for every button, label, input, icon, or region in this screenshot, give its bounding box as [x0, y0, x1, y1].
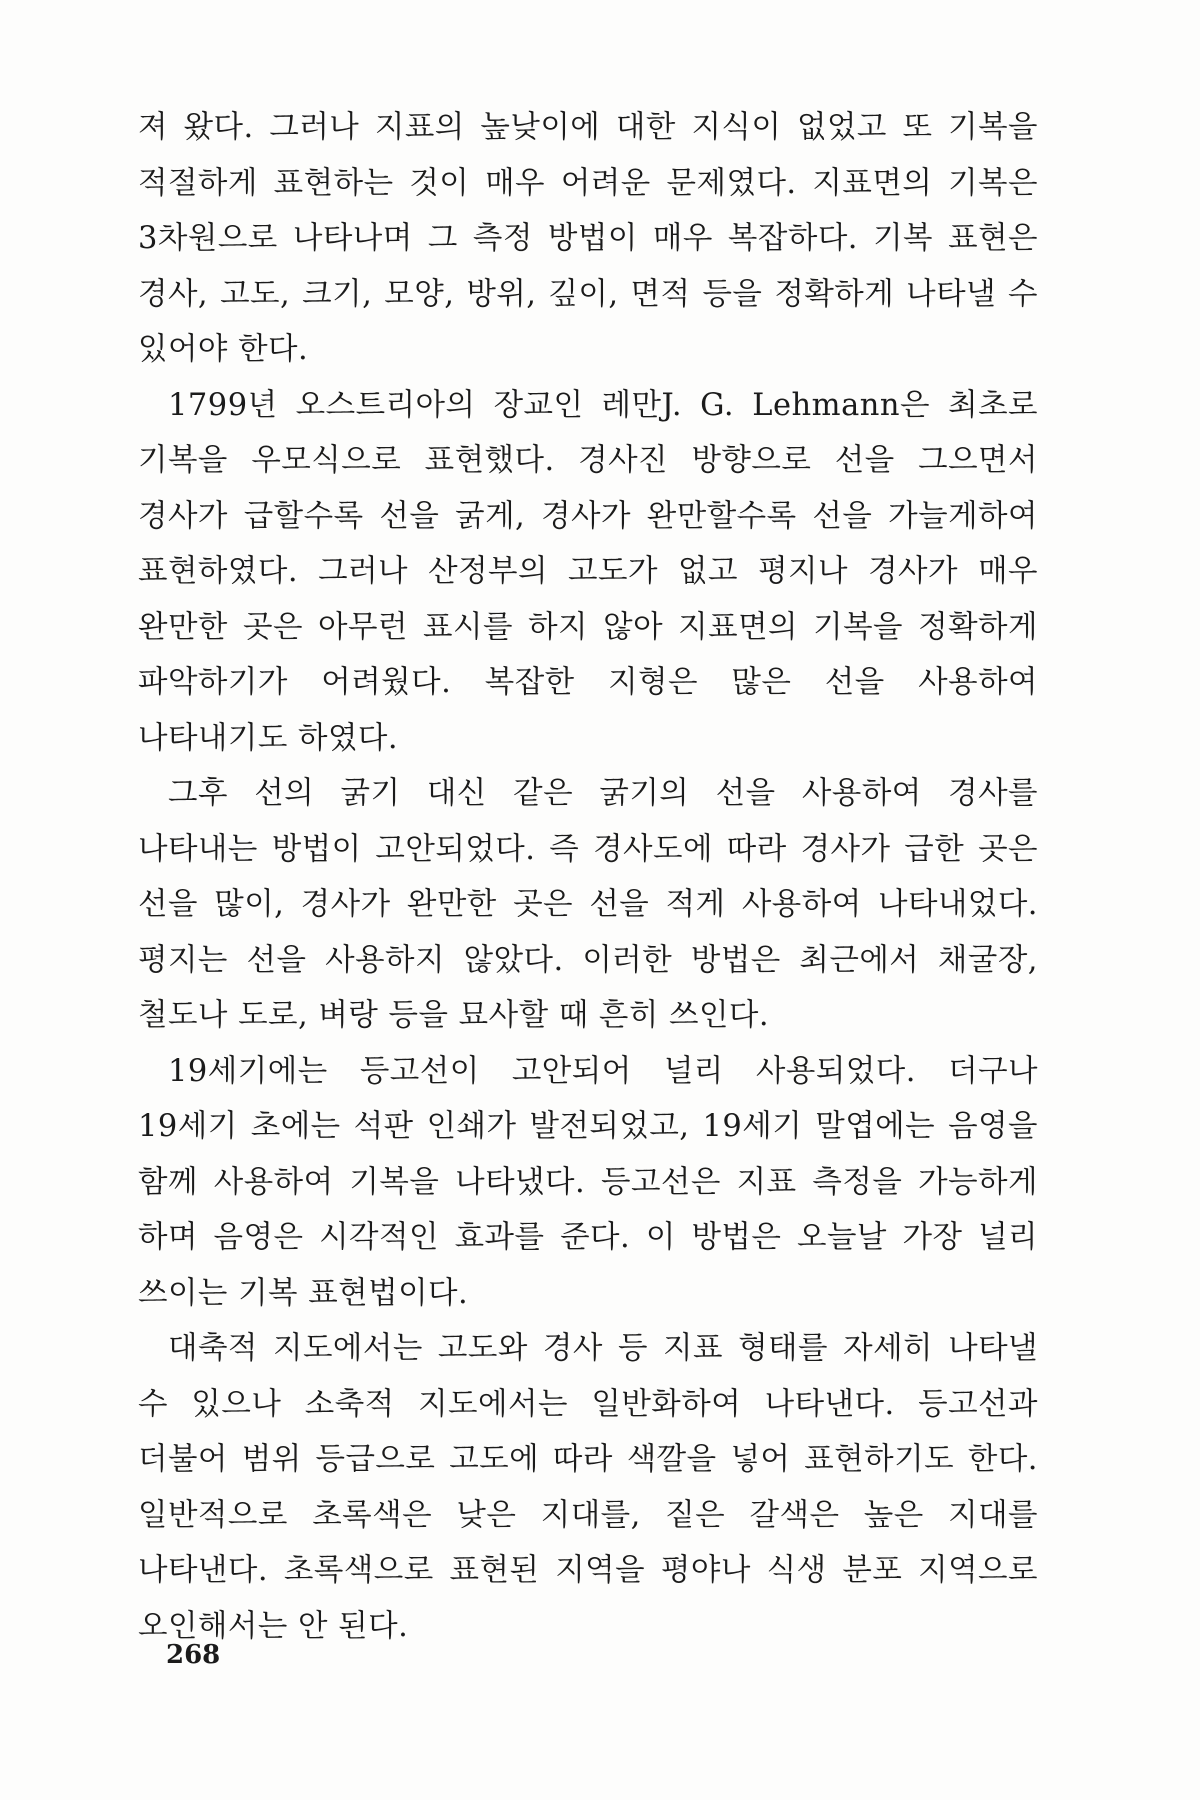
paragraph-3: 그후 선의 굵기 대신 같은 굵기의 선을 사용하여 경사를 나타내는 방법이 고안되었다. 즉 경사도에 따라 경사가 급한 곳은 선을 많이, 경사가 완만한 곳은 선을 적게 사용하여 나타내었다. 평지는 선을 사용하지 않았다. 이러한 방법은 최근에서 채굴장, 철도나 도로, 벼랑 등을 묘사할 때 흔히 쓰인다.	[138, 776, 1038, 1033]
body-text	[138, 100, 1038, 1654]
paragraph-4: 19세기에는 등고선이 고안되어 널리 사용되었다. 더구나 19세기 초에는 석판 인쇄가 발전되었고, 19세기 말엽에는 음영을 함께 사용하여 기복을 나타냈다. 등고선은 지표 측정을 가능하게 하며 음영은 시각적인 효과를 준다. 이 방법은 오늘날 가장 널리 쓰이는 기복 표현법이다.	[138, 1053, 1038, 1311]
paragraph-1: 져 왔다. 그러나 지표의 높낮이에 대한 지식이 없었고 또 기복을 적절하게 표현하는 것이 매우 어려운 문제였다. 지표면의 기복은 3차원으로 나타나며 그 측정 방법이 매우 복잡하다. 기복 표현은 경사, 고도, 크기, 모양, 방위, 깊이, 면적 등을 정확하게 나타낼 수 있어야 한다.	[138, 110, 1038, 367]
page-number: 268	[166, 1640, 221, 1670]
paragraph-5: 대축적 지도에서는 고도와 경사 등 지표 형태를 자세히 나타낼 수 있으나 소축적 지도에서는 일반화하여 나타낸다. 등고선과 더불어 범위 등급으로 고도에 따라 색깔을 넣어 표현하기도 한다. 일반적으로 초록색은 낮은 지대를, 짙은 갈색은 높은 지대를 나타낸다. 초록색으로 표현된 지역을 평야나 식생 분포 지역으로 오인해서는 안 된다.	[138, 1331, 1038, 1644]
paragraph-2: 1799년 오스트리아의 장교인 레만J. G. Lehmann은 최초로 기복을 우모식으로 표현했다. 경사진 방향으로 선을 그으면서 경사가 급할수록 선을 굵게, 경사가 완만할수록 선을 가늘게하여 표현하였다. 그러나 산정부의 고도가 없고 평지나 경사가 매우 완만한 곳은 아무런 표시를 하지 않아 지표면의 기복을 정확하게 파악하기가 어려웠다. 복잡한 지형은 많은 선을 사용하여 나타내기도 하였다.	[138, 387, 1038, 756]
